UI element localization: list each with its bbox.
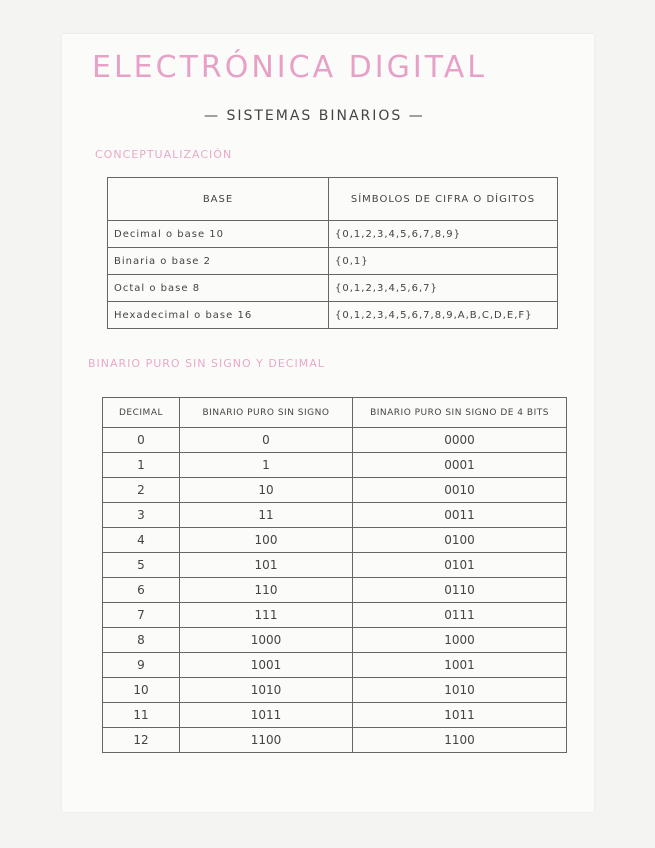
binary-cell: 100 [180, 528, 353, 553]
decimal-cell: 2 [103, 478, 180, 503]
decimal-cell: 8 [103, 628, 180, 653]
binary-4bit-cell: 0010 [353, 478, 567, 503]
column-header-decimal: DECIMAL [103, 398, 180, 428]
section-heading-conceptualizacion: CONCEPTUALIZACIÓN [95, 148, 233, 161]
binary-4bit-cell: 0000 [353, 428, 567, 453]
decimal-cell: 5 [103, 553, 180, 578]
decimal-cell: 0 [103, 428, 180, 453]
binary-cell: 101 [180, 553, 353, 578]
symbols-cell: {0,1,2,3,4,5,6,7,8,9} [329, 221, 558, 248]
table-row [103, 728, 567, 753]
decimal-cell: 6 [103, 578, 180, 603]
binary-4bit-cell: 0111 [353, 603, 567, 628]
table-row [108, 248, 558, 275]
binary-cell: 1 [180, 453, 353, 478]
table-row [108, 275, 558, 302]
page-subtitle: — SISTEMAS BINARIOS — [204, 108, 425, 124]
bases-table [107, 177, 558, 329]
base-name-cell: Hexadecimal o base 16 [108, 302, 329, 329]
table-row [108, 221, 558, 248]
table-header-row [103, 398, 567, 428]
decimal-cell: 9 [103, 653, 180, 678]
table-row [108, 302, 558, 329]
column-header-binario: BINARIO PURO SIN SIGNO [180, 398, 353, 428]
binary-cell: 0 [180, 428, 353, 453]
column-header-base: BASE [108, 178, 329, 221]
binary-4bit-cell: 1100 [353, 728, 567, 753]
decimal-cell: 4 [103, 528, 180, 553]
binary-cell: 11 [180, 503, 353, 528]
base-name-cell: Binaria o base 2 [108, 248, 329, 275]
binary-4bit-cell: 0110 [353, 578, 567, 603]
binary-decimal-table [102, 397, 567, 753]
table-row [103, 503, 567, 528]
table-row [103, 703, 567, 728]
symbols-cell: {0,1,2,3,4,5,6,7} [329, 275, 558, 302]
table-header-row [108, 178, 558, 221]
decimal-cell: 11 [103, 703, 180, 728]
decimal-cell: 3 [103, 503, 180, 528]
symbols-cell: {0,1,2,3,4,5,6,7,8,9,A,B,C,D,E,F} [329, 302, 558, 329]
binary-4bit-cell: 1000 [353, 628, 567, 653]
decimal-cell: 1 [103, 453, 180, 478]
binary-cell: 1001 [180, 653, 353, 678]
binary-4bit-cell: 1010 [353, 678, 567, 703]
table-row [103, 628, 567, 653]
decimal-cell: 10 [103, 678, 180, 703]
binary-cell: 110 [180, 578, 353, 603]
binary-4bit-cell: 1011 [353, 703, 567, 728]
decimal-cell: 12 [103, 728, 180, 753]
binary-cell: 1010 [180, 678, 353, 703]
binary-cell: 1100 [180, 728, 353, 753]
binary-4bit-cell: 0001 [353, 453, 567, 478]
binary-cell: 1011 [180, 703, 353, 728]
table-row [103, 528, 567, 553]
binary-4bit-cell: 1001 [353, 653, 567, 678]
binary-cell: 1000 [180, 628, 353, 653]
table-row [103, 478, 567, 503]
table-row [103, 653, 567, 678]
binary-4bit-cell: 0101 [353, 553, 567, 578]
table-row [103, 603, 567, 628]
table-row [103, 553, 567, 578]
table-row [103, 578, 567, 603]
table-row [103, 428, 567, 453]
binary-cell: 111 [180, 603, 353, 628]
table-row [103, 678, 567, 703]
base-name-cell: Decimal o base 10 [108, 221, 329, 248]
column-header-simbolos: SÍMBOLOS DE CIFRA O DÍGITOS [329, 178, 558, 221]
decimal-cell: 7 [103, 603, 180, 628]
binary-cell: 10 [180, 478, 353, 503]
binary-4bit-cell: 0011 [353, 503, 567, 528]
table-row [103, 453, 567, 478]
column-header-binario-4-bits: BINARIO PURO SIN SIGNO DE 4 BITS [353, 398, 567, 428]
page-title: ELECTRÓNICA DIGITAL [92, 50, 487, 85]
base-name-cell: Octal o base 8 [108, 275, 329, 302]
binary-4bit-cell: 0100 [353, 528, 567, 553]
symbols-cell: {0,1} [329, 248, 558, 275]
section-heading-binario-puro: BINARIO PURO SIN SIGNO Y DECIMAL [88, 357, 325, 370]
